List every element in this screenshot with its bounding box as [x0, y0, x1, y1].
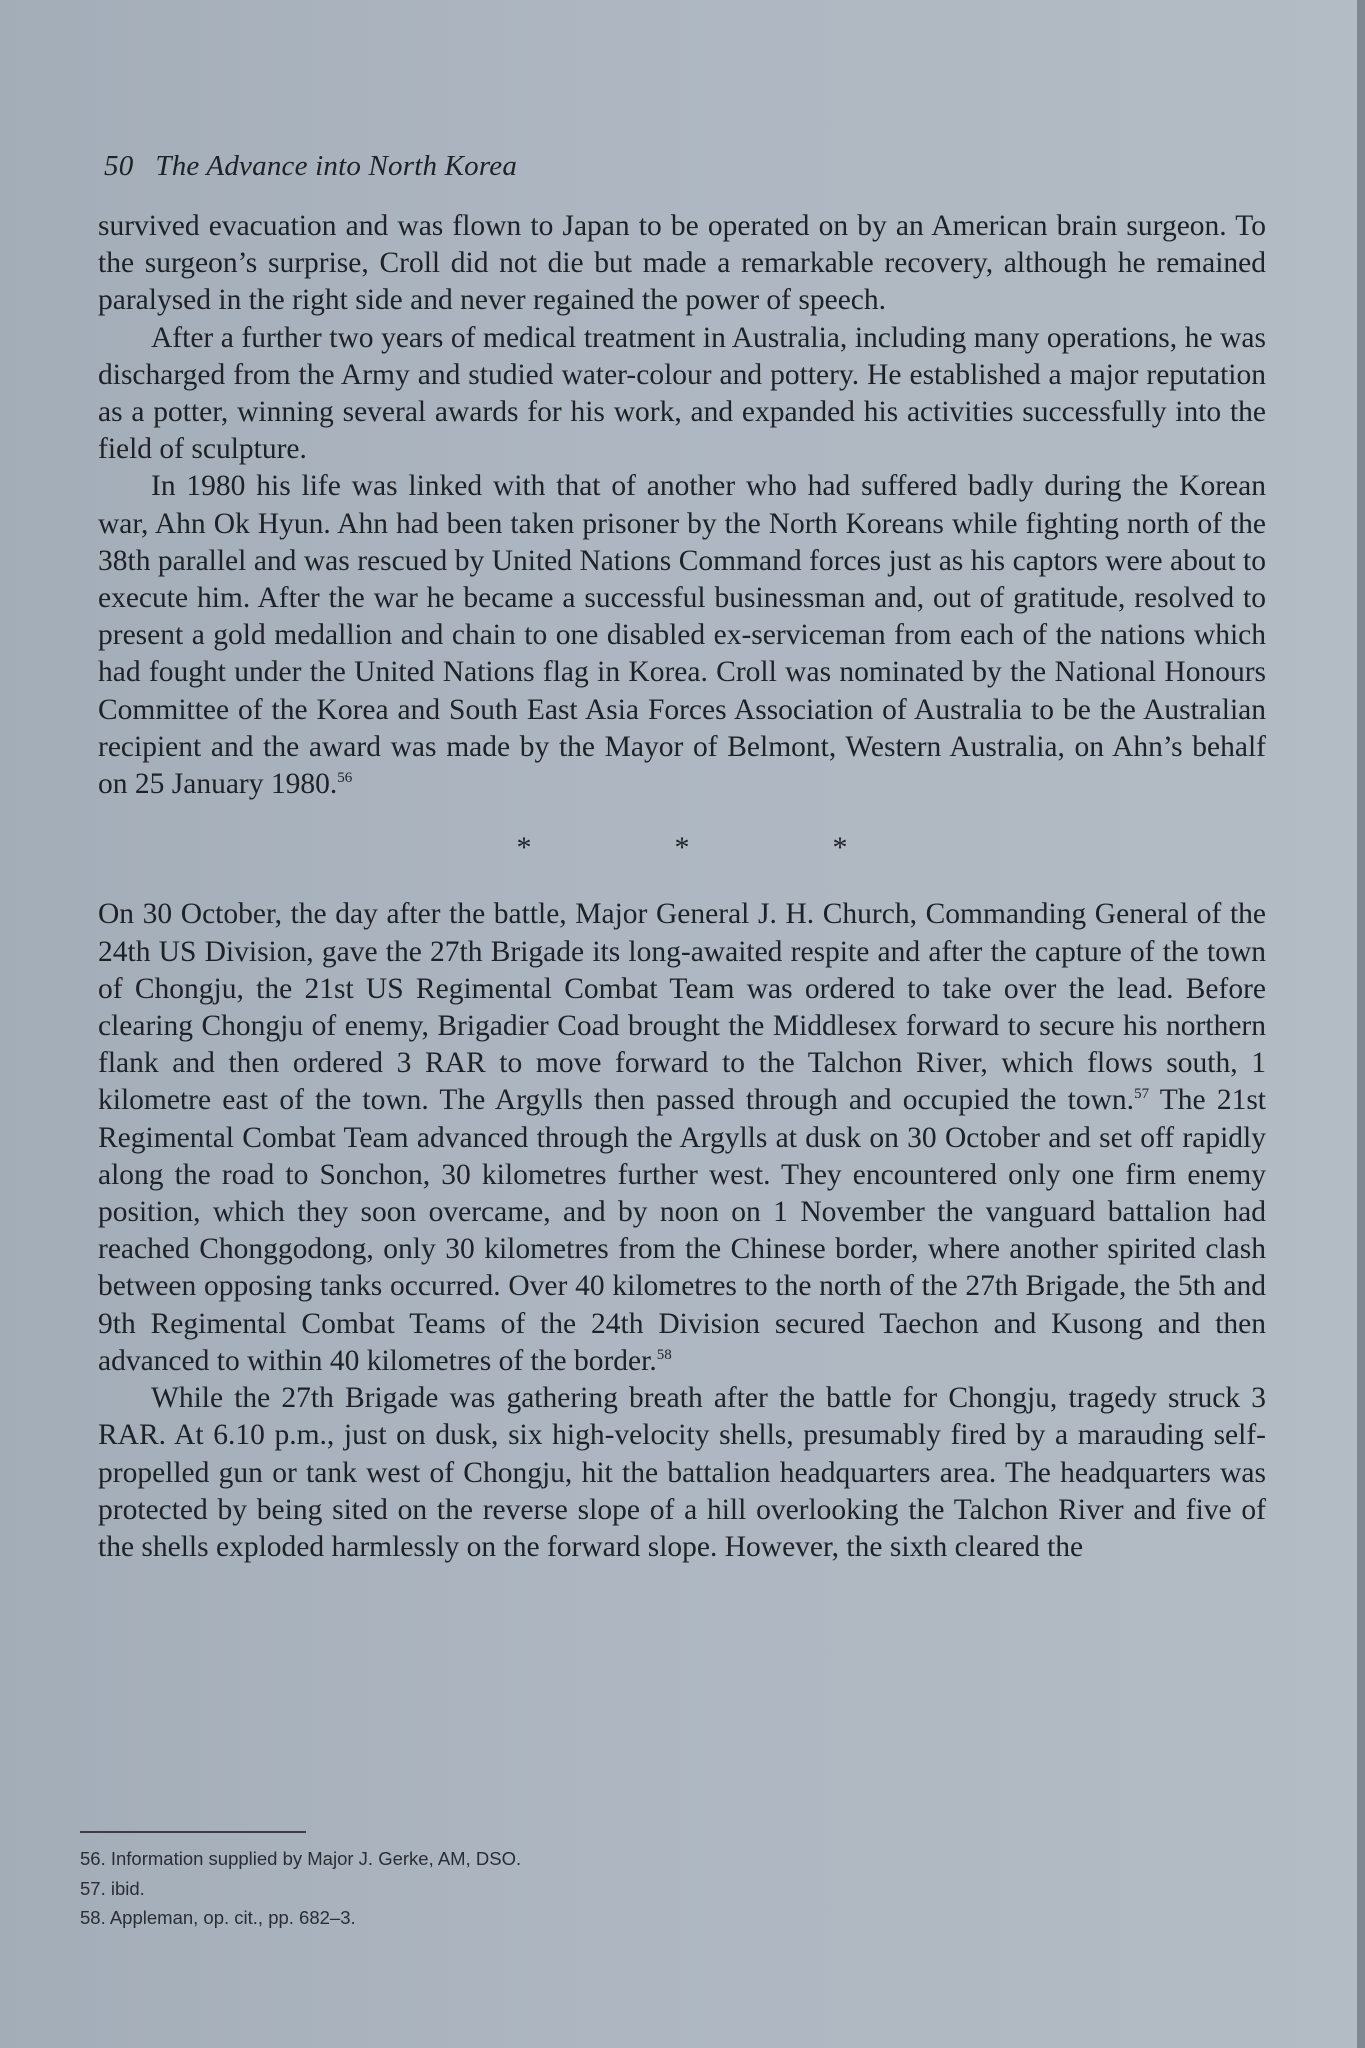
section-break-star: *: [516, 831, 532, 865]
paragraph-4-text-a: On 30 October, the day after the battle, Major General J. H. Church, Commanding General of the 24th US Division, gave the 27th Brigade its long-awaited respite and after the capture of the town of Chongju, the 21st US Regimental Combat Team was ordered to take over the lead. Before clearing Chongju of enemy, Brigadier Coad brought the Middlesex forward to secure his northern flank and then ordered 3 RAR to move forward to the Talchon River, which flows south, 1 kilometre east of the town. The Argylls then passed through and occupied the town.: [98, 898, 1266, 1117]
footnotes: [80, 1844, 980, 1933]
paragraph-5: [98, 1380, 1266, 1566]
body-text: [98, 208, 1266, 1566]
section-break-star: *: [674, 831, 690, 865]
footnote-ref-57: 57: [1134, 1086, 1150, 1103]
footnote-divider: [80, 1831, 306, 1833]
section-break-star: *: [832, 831, 848, 865]
paragraph-4: [98, 896, 1266, 1380]
paragraph-4-text-b: The 21st Regimental Combat Team advanced through the Argylls at dusk on 30 October and set off rapidly along the road to Sonchon, 30 kilometres further west. They encountered only one firm enemy position, which they soon overcame, and by noon on 1 November the vanguard battalion had reached Chonggodong, only 30 kilometres from the Chinese border, where another spirited clash between opposing tanks occurred. Over 40 kilometres to the north of the 27th Brigade, the 5th and 9th Regimental Combat Teams of the 24th Division secured Taechon and Kusong and then advanced to within 40 kilometres of the border.: [98, 1084, 1266, 1377]
page-number: 50: [104, 150, 134, 182]
paragraph-2: [98, 320, 1266, 469]
running-head: [104, 150, 517, 183]
paragraph-1: [98, 208, 1266, 320]
footnote-57: 57. ibid.: [80, 1877, 145, 1899]
paragraph-3-text: In 1980 his life was linked with that of another who had suffered badly during the Korean war, Ahn Ok Hyun. Ahn had been taken prisoner by the North Koreans while fighting north of the 38th parallel and was rescued by United Nations Command forces just as his captors were about to execute him. After the war he became a successful businessman and, out of gratitude, resolved to present a gold medallion and chain to one disabled ex-serviceman from each of the nations which had fought under the United Nations flag in Korea. Croll was nominated by the National Honours Committee of the Korea and South East Asia Forces Association of Australia to be the Australian recipient and the award was made by the Mayor of Belmont, Western Australia, on Ahn’s behalf on 25 January 1980.: [98, 470, 1266, 801]
section-break: [98, 829, 1266, 866]
footnote-56: 56. Information supplied by Major J. Gerke, AM, DSO.: [80, 1848, 522, 1869]
paragraph-2-text: After a further two years of medical treatment in Australia, including many operations, he was discharged from the Army and studied water-colour and pottery. He established a major reputation as a potter, winning several awards for his work, and expanded his activities successfully into the field of sculpture.: [98, 321, 1266, 466]
paragraph-3: [98, 468, 1266, 803]
chapter-title: The Advance into North Korea: [155, 150, 518, 182]
paragraph-5-text: While the 27th Brigade was gathering breath after the battle for Chongju, tragedy struck 3 RAR. At 6.10 p.m., just on dusk, six high-velocity shells, presumably fired by a marauding self-propelled gun or tank west of Chongju, hit the battalion headquarters area. The headquarters was protected by being sited on the reverse slope of a hill overlooking the Talchon River and five of the shells exploded harmlessly on the forward slope. However, the sixth cleared the: [98, 1382, 1266, 1563]
paragraph-1-text: survived evacuation and was flown to Japan to be operated on by an American brain surgeon. To the surgeon’s surprise, Croll did not die but made a remarkable recovery, although he remained paralysed in the right side and never regained the power of speech.: [98, 210, 1266, 317]
footnote-ref-58: 58: [656, 1346, 672, 1363]
footnote-ref-56: 56: [337, 770, 353, 787]
footnote-58: 58. Appleman, op. cit., pp. 682–3.: [80, 1907, 356, 1928]
